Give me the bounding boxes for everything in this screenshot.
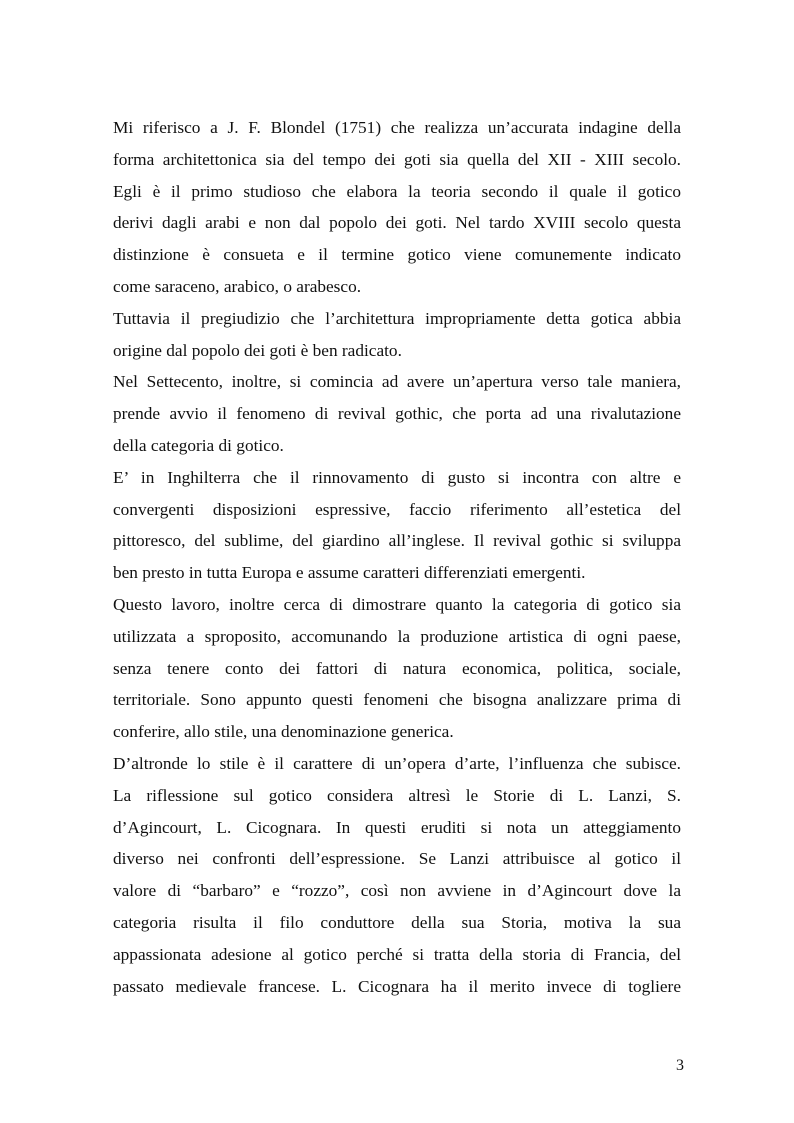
- paragraph-lavoro: [113, 589, 681, 748]
- text-line: valore di “barbaro” e “rozzo”, così non avviene in d’Agincourt dove la: [113, 881, 681, 901]
- text-line: conferire, allo stile, una denominazione generica.: [113, 722, 454, 742]
- page-number: 3: [676, 1057, 684, 1074]
- text-line: D’altronde lo stile è il carattere di un’opera d’arte, l’influenza che subisce.: [113, 753, 681, 773]
- text-line: pittoresco, del sublime, del giardino all’inglese. Il revival gothic si sviluppa: [113, 531, 681, 551]
- text-line: territoriale. Sono appunto questi fenomeni che bisogna analizzare prima di: [113, 690, 681, 710]
- text-line: prende avvio il fenomeno di revival gothic, che porta ad una rivalutazione: [113, 404, 681, 424]
- text-line: forma architettonica sia del tempo dei goti sia quella del XII - XIII secolo.: [113, 149, 681, 169]
- text-line: d’Agincourt, L. Cicognara. In questi eruditi si nota un atteggiamento: [113, 817, 681, 837]
- text-line: diverso nei confronti dell’espressione. Se Lanzi attribuisce al gotico il: [113, 849, 681, 869]
- text-line: derivi dagli arabi e non dal popolo dei goti. Nel tardo XVIII secolo questa: [113, 213, 681, 233]
- text-line: Tuttavia il pregiudizio che l’architettura impropriamente detta gotica abbia: [113, 308, 681, 328]
- paragraph-pregiudizio: [113, 303, 681, 367]
- text-line: distinzione è consueta e il termine gotico viene comunemente indicato: [113, 245, 681, 265]
- text-line: passato medievale francese. L. Cicognara ha il merito invece di togliere: [113, 976, 681, 996]
- body-text: [113, 112, 681, 1002]
- text-line: La riflessione sul gotico considera altresì le Storie di L. Lanzi, S.: [113, 785, 681, 805]
- text-line: appassionata adesione al gotico perché si tratta della storia di Francia, del: [113, 944, 681, 964]
- paragraph-inghilterra: [113, 462, 681, 589]
- text-line: categoria risulta il filo conduttore della sua Storia, motiva la sua: [113, 912, 681, 932]
- text-line: come saraceno, arabico, o arabesco.: [113, 276, 362, 296]
- text-line: della categoria di gotico.: [113, 435, 284, 455]
- text-line: Mi riferisco a J. F. Blondel (1751) che realizza un’accurata indagine della: [113, 118, 681, 137]
- text-line: Egli è il primo studioso che elabora la teoria secondo il quale il gotico: [113, 181, 681, 201]
- paragraph-stile: [113, 748, 681, 1002]
- paragraph-blondel: [113, 112, 681, 303]
- text-line: senza tenere conto dei fattori di natura economica, politica, sociale,: [113, 658, 681, 678]
- text-line: Questo lavoro, inoltre cerca di dimostrare quanto la categoria di gotico sia: [113, 594, 681, 614]
- paragraph-settecento: [113, 366, 681, 461]
- text-line: ben presto in tutta Europa e assume caratteri differenziati emergenti.: [113, 563, 586, 583]
- text-line: Nel Settecento, inoltre, si comincia ad avere un’apertura verso tale maniera,: [113, 372, 681, 392]
- text-line: origine dal popolo dei goti è ben radicato.: [113, 340, 402, 360]
- text-line: E’ in Inghilterra che il rinnovamento di gusto si incontra con altre e: [113, 467, 681, 487]
- text-line: convergenti disposizioni espressive, faccio riferimento all’estetica del: [113, 499, 681, 519]
- text-line: utilizzata a sproposito, accomunando la produzione artistica di ogni paese,: [113, 626, 681, 646]
